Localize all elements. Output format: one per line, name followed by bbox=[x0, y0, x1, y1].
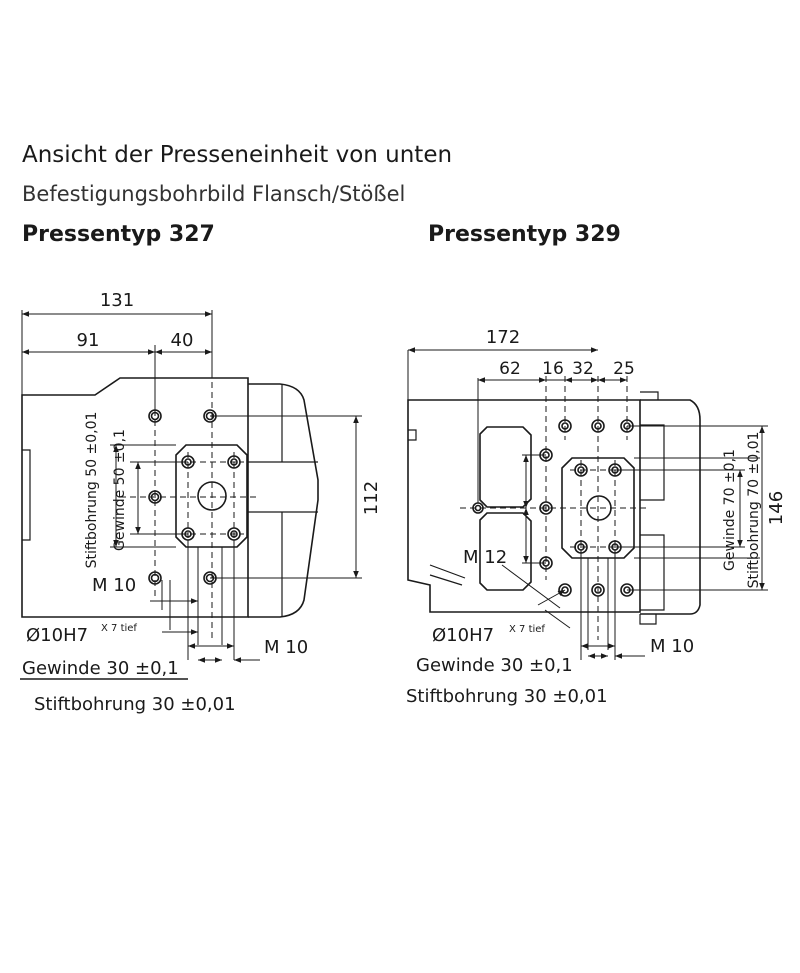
dim-thread-horizontal: Gewinde 30 ±0,1 bbox=[22, 658, 179, 679]
drawing-press-327 bbox=[20, 310, 362, 679]
dim-m10-side: M 10 bbox=[92, 575, 137, 596]
side-block bbox=[640, 400, 700, 614]
side-block bbox=[248, 384, 318, 617]
dim-height: 112 bbox=[361, 480, 382, 516]
dim-bore: Ø10H7 bbox=[432, 625, 495, 646]
dim-16: 16 bbox=[542, 359, 564, 379]
dim-m10-bottom: M 10 bbox=[650, 636, 695, 657]
dim-pin-vertical: Stiftbohrung 70 ±0,01 bbox=[746, 431, 762, 589]
housing-notch bbox=[22, 450, 30, 540]
dim-thread-horizontal: Gewinde 30 ±0,1 bbox=[416, 655, 573, 676]
dim-pin-horizontal: Stiftbohrung 30 ±0,01 bbox=[406, 686, 608, 707]
dim-m10-bottom: M 10 bbox=[264, 637, 309, 658]
dim-width-b: 40 bbox=[170, 330, 194, 351]
dim-height: 146 bbox=[766, 490, 787, 526]
dim-pin-horizontal: Stiftbohrung 30 ±0,01 bbox=[34, 694, 236, 715]
dim-25: 25 bbox=[613, 359, 635, 379]
dim-overall-width: 172 bbox=[485, 327, 521, 348]
dim-m12: M 12 bbox=[463, 547, 508, 568]
dim-pin-vertical: Stiftbohrung 50 ±0,01 bbox=[84, 411, 100, 569]
dim-62: 62 bbox=[499, 359, 521, 379]
dim-bore-depth: X 7 tief bbox=[101, 623, 137, 634]
dim-bore: Ø10H7 bbox=[26, 625, 89, 646]
drawing-press-329 bbox=[408, 350, 768, 660]
press-type-329-label: Pressentyp 329 bbox=[428, 222, 621, 247]
dim-width-a: 91 bbox=[76, 330, 100, 351]
window-top bbox=[480, 427, 531, 507]
page-subtitle: Befestigungsbohrbild Flansch/Stößel bbox=[22, 182, 406, 206]
page-title: Ansicht der Presseneinheit von unten bbox=[22, 142, 453, 168]
dim-bore-depth: X 7 tief bbox=[509, 624, 545, 635]
dim-thread-vertical: Gewinde 50 ±0,1 bbox=[112, 429, 128, 551]
dim-thread-vertical: Gewinde 70 ±0,1 bbox=[722, 449, 738, 571]
press-type-327-label: Pressentyp 327 bbox=[22, 222, 215, 247]
dim-overall-width: 131 bbox=[99, 290, 135, 311]
dim-32: 32 bbox=[572, 359, 594, 379]
